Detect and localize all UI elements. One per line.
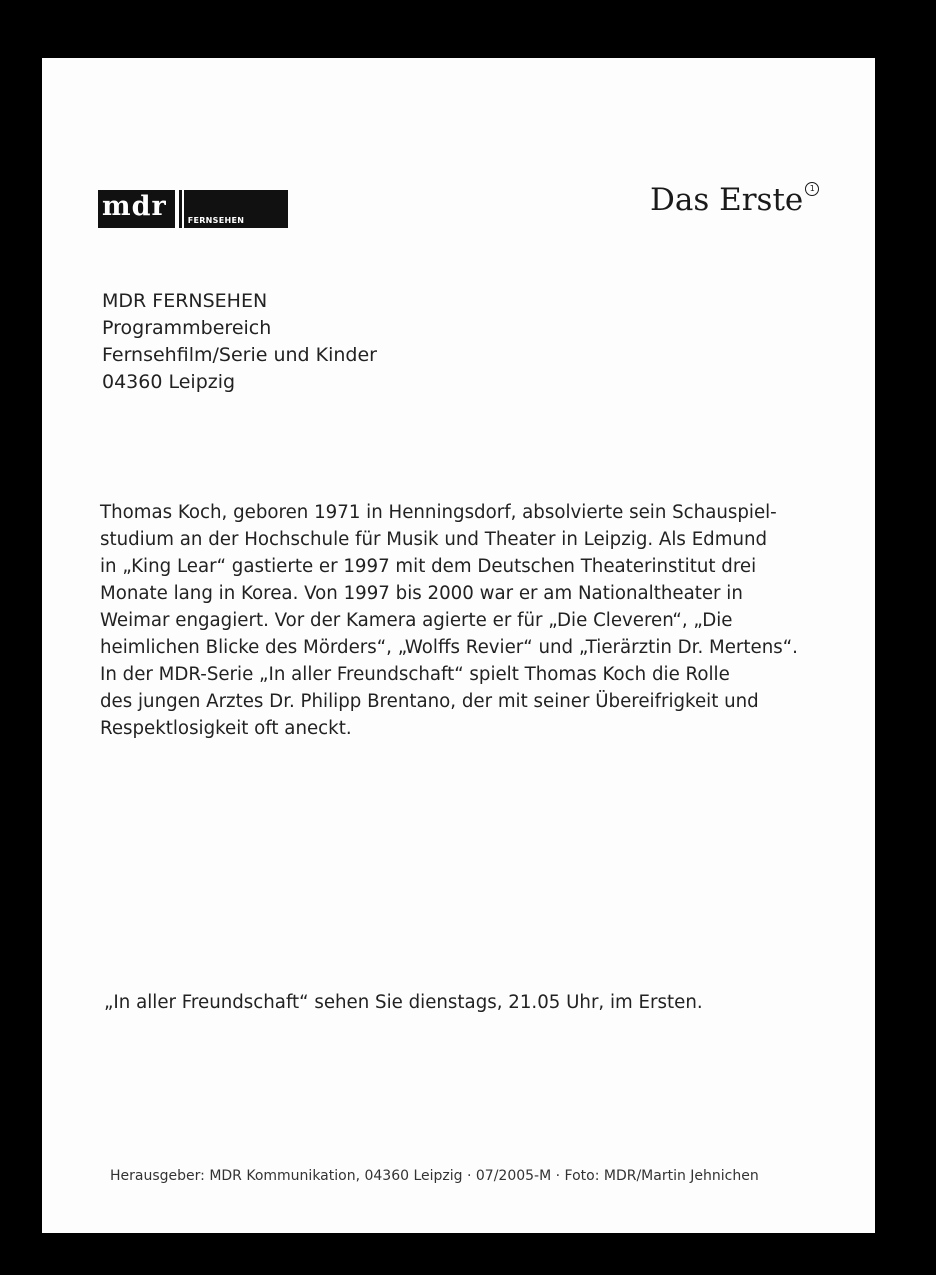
address-line: 04360 Leipzig	[102, 371, 236, 393]
ard-one-icon: 1	[805, 182, 819, 196]
biography-text	[100, 499, 835, 742]
logo-divider-thin	[182, 190, 184, 228]
bio-line: Thomas Koch, geboren 1971 in Henningsdorf, absolvierte sein Schauspiel-	[100, 502, 777, 523]
mdr-fernsehen-logo	[98, 190, 288, 228]
broadcast-info: „In aller Freundschaft“ sehen Sie dienstags, 21.05 Uhr, im Ersten.	[104, 992, 703, 1013]
das-erste-logo	[650, 182, 819, 218]
address-line: MDR FERNSEHEN	[102, 290, 268, 312]
das-erste-logo-text: Das Erste	[650, 182, 804, 218]
bio-line: des jungen Arztes Dr. Philipp Brentano, der mit seiner Übereifrigkeit und	[100, 691, 759, 712]
bio-line: Monate lang in Korea. Von 1997 bis 2000 war er am Nationaltheater in	[100, 583, 743, 604]
address-line: Programmbereich	[102, 317, 272, 339]
sender-address	[102, 288, 377, 396]
address-line: Fernsehfilm/Serie und Kinder	[102, 344, 377, 366]
publisher-credit: Herausgeber: MDR Kommunikation, 04360 Leipzig · 07/2005-M · Foto: MDR/Martin Jehnichen	[110, 1168, 759, 1184]
bio-line: studium an der Hochschule für Musik und Theater in Leipzig. Als Edmund	[100, 529, 768, 550]
bio-line: Respektlosigkeit oft aneckt.	[100, 718, 352, 739]
bio-line: Weimar engagiert. Vor der Kamera agierte er für „Die Cleveren“, „Die	[100, 610, 733, 631]
bio-line: In der MDR-Serie „In aller Freundschaft“ spielt Thomas Koch die Rolle	[100, 664, 730, 685]
autograph-card	[42, 58, 875, 1233]
logo-divider	[175, 190, 179, 228]
mdr-logo-subtitle: FERNSEHEN	[187, 216, 245, 225]
bio-line: heimlichen Blicke des Mörders“, „Wolffs Revier“ und „Tierärztin Dr. Mertens“.	[100, 637, 798, 658]
mdr-logo-word: mdr	[102, 191, 167, 222]
bio-line: in „King Lear“ gastierte er 1997 mit dem Deutschen Theaterinstitut drei	[100, 556, 757, 577]
